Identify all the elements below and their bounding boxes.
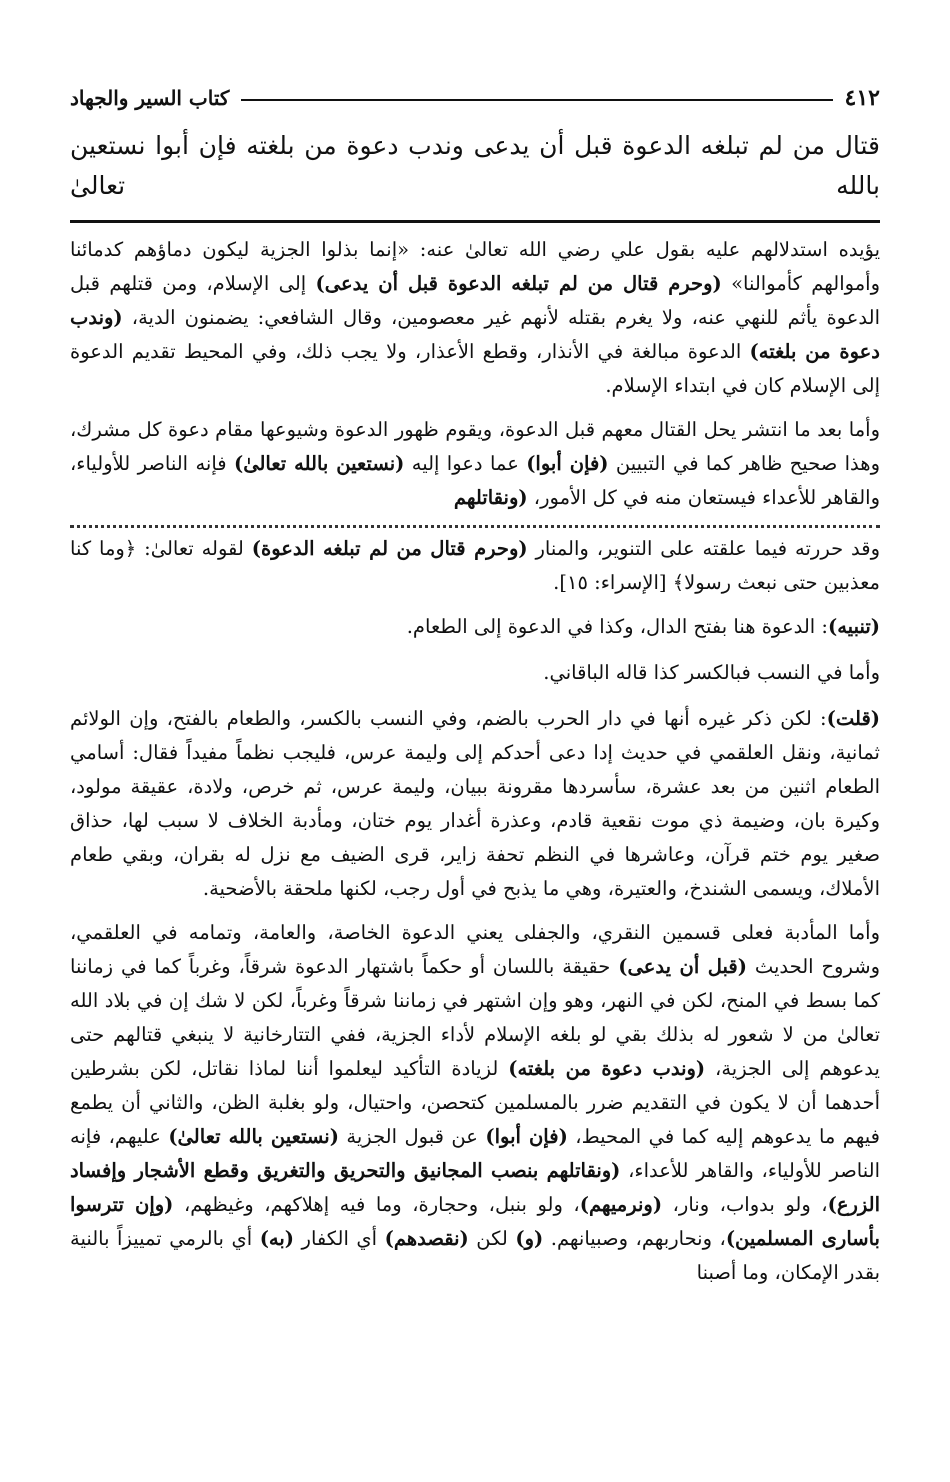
bold-matn: (ونقاتلهم: [453, 486, 528, 509]
running-head: [70, 80, 880, 116]
bold-matn: (وحرم قتال من لم تبلغه الدعوة): [251, 537, 528, 560]
text-span: يؤيده استدلالهم عليه بقول علي رضي الله تعالىٰ عنه: «إنما بذلوا الجزية ليكون دماؤهم كدمائنا وأموالهم كأموالنا»: [70, 238, 880, 295]
text-span: حقيقة باللسان أو حكماً باشتهار الدعوة شرقاً، وغرباً كما في زماننا كما بسط في المنح، لكن في النهر، وهو وإن اشتهر في زماننا شرقاً وغرباً، لكن لا شك إن في بلاد الله تعالىٰ من لا شعور له بذلك بقي لو بلغه الإسلام لأداء الجزية، ففي التتارخانية لا ينبغي قتالهم حتى يدعوهم إلى الجزية،: [70, 955, 880, 1080]
text-span: : الدعوة هنا بفتح الدال، وكذا في الدعوة إلى الطعام.: [406, 615, 828, 638]
note-paragraph-4: [70, 702, 880, 906]
text-span: : لكن ذكر غيره أنها في دار الحرب بالضم، وفي النسب بالكسر، والطعام بالفتح، وإن الولائم ثمانية، ونقل العلقمي في حديث إدا دعى أحدكم إلى وليمة عرس، فليجب نظماً مفيداً فقال: أسامي الطعام اثنين من بعد عشرة، سأسردها مقرونة ببيان، وليمة عرس، ثم خرص، ولادة، عقيقة مولود، وكيرة بان، وضيمة ذي موت نقعية قادم، وعذرة أغدار يوم ختان، ومأدبة الخلاف لا سبب لها، حذاق صغير يوم ختم قرآن، وعاشرها في النظم تحفة زاير، قرى الضيف مع نزل له بقران، وبقي طعام الأملاك، ويسمى الشندخ، والعتيرة، وهي ما يذبح في أول رجب، لكنها ملحقة بالأضحية.: [70, 707, 880, 900]
text-span: عليهم، فإنه الناصر للأولياء، والقاهر للأعداء،: [70, 1125, 880, 1182]
text-span: أي بالرمي تمييزاً بالنية بقدر الإمكان، وما أصبنا: [70, 1227, 880, 1284]
text-span: لزيادة التأكيد ليعلموا أننا لماذا نقاتل، لكن بشرطين أحدهما أن لا يكون في التقديم ضرر بالمسلمين كتحصن، واحتيال، ولو بغلبة الظن، والثاني أن يطمع فيهم ما يدعوهم إليه كما في المحيط،: [70, 1057, 880, 1148]
bold-matn: (فإن أبوا): [485, 1125, 568, 1148]
text-span: وقد حررته فيما علقته على التنوير، والمنار: [527, 537, 880, 560]
text-span: فإنه الناصر للأولياء، والقاهر للأعداء فيستعان منه في كل الأمور،: [70, 452, 880, 509]
text-span: لكن: [468, 1227, 516, 1250]
text-span: وأما بعد ما انتشر يحل القتال معهم قبل الدعوة، ويقوم ظهور الدعوة وشيوعها مقام دعوة كل مشرك، وهذا صحيح ظاهر كما في التبيين: [70, 418, 880, 475]
footnote-separator: [70, 525, 880, 528]
page: [70, 80, 880, 1300]
text-span: عما دعوا إليه: [404, 452, 527, 475]
bold-matn: (وندب دعوة من بلغته): [70, 306, 880, 363]
text-span: وأما في النسب فبالكسر كذا قاله الباقاني.: [543, 661, 880, 684]
note-paragraph-3: [70, 656, 880, 690]
note-paragraph-5: [70, 916, 880, 1290]
page-number: ٤١٢: [844, 85, 880, 111]
text-span: لقوله تعالىٰ: ﴿وما كنا معذبين حتى نبعث رسولا﴾ [الإسراء: ١٥].: [70, 537, 880, 594]
book-title: كتاب السير والجهاد: [70, 86, 230, 110]
text-span: أي الكفار: [294, 1227, 385, 1250]
commentary-paragraph-1: [70, 233, 880, 403]
text-span: ، ولو بدواب، ونار،: [662, 1193, 828, 1216]
title-rule: [70, 220, 880, 223]
running-title: قتال من لم تبلغه الدعوة قبل أن يدعى وندب دعوة من بلغته فإن أبوا نستعين بالله تعالىٰ: [70, 131, 880, 200]
bold-matn: (ونرميهم): [579, 1193, 663, 1216]
bold-matn: (قبل أن يدعى): [618, 955, 747, 978]
commentary-paragraph-2: [70, 413, 880, 515]
bold-label: (تنبيه): [828, 615, 880, 638]
bold-matn: (و): [515, 1227, 544, 1250]
text-span: وأما المأدبة فعلى قسمين النقري، والجفلى يعني الدعوة الخاصة، والعامة، وتمامه في العلقمي، وشروح الحديث: [70, 921, 880, 978]
bold-matn: (نقصدهم): [384, 1227, 469, 1250]
bold-matn: (نستعين بالله تعالىٰ): [233, 452, 405, 475]
bold-matn: (به): [259, 1227, 295, 1250]
text-span: الدعوة مبالغة في الأنذار، وقطع الأعذار، ولا يجب ذلك، وفي المحيط تقديم الدعوة إلى الإسلام كان في ابتداء الإسلام.: [70, 340, 880, 397]
note-paragraph-2: [70, 610, 880, 644]
bold-label: (قلت): [826, 707, 880, 730]
text-span: إلى الإسلام، ومن قتلهم قبل الدعوة يأثم للنهي عنه، ولا يغرم بقتله لأنهم غير معصومين، وقال الشافعي: يضمنون الدية،: [70, 272, 880, 329]
bold-matn: (وحرم قتال من لم تبلغه الدعوة قبل أن يدعى): [315, 272, 722, 295]
note-paragraph-1: [70, 532, 880, 600]
bold-matn: (ونقاتلهم بنصب المجانيق والتحريق والتغريق وقطع الأشجار وإفساد الزرع): [70, 1159, 880, 1216]
bold-matn: (وندب دعوة من بلغته): [508, 1057, 706, 1080]
bold-matn: (فإن أبوا): [526, 452, 609, 475]
bold-matn: (وإن تترسوا بأسارى المسلمين): [70, 1193, 880, 1250]
header-rule: [241, 99, 832, 101]
text-span: عن قبول الجزية: [338, 1125, 486, 1148]
text-span: ، ولو بنبل، وحجارة، وما فيه إهلاكهم، وغيظهم،: [173, 1193, 580, 1216]
text-span: ، ونحاربهم، وصبيانهم.: [543, 1227, 726, 1250]
bold-matn: (نستعين بالله تعالىٰ): [168, 1125, 339, 1148]
